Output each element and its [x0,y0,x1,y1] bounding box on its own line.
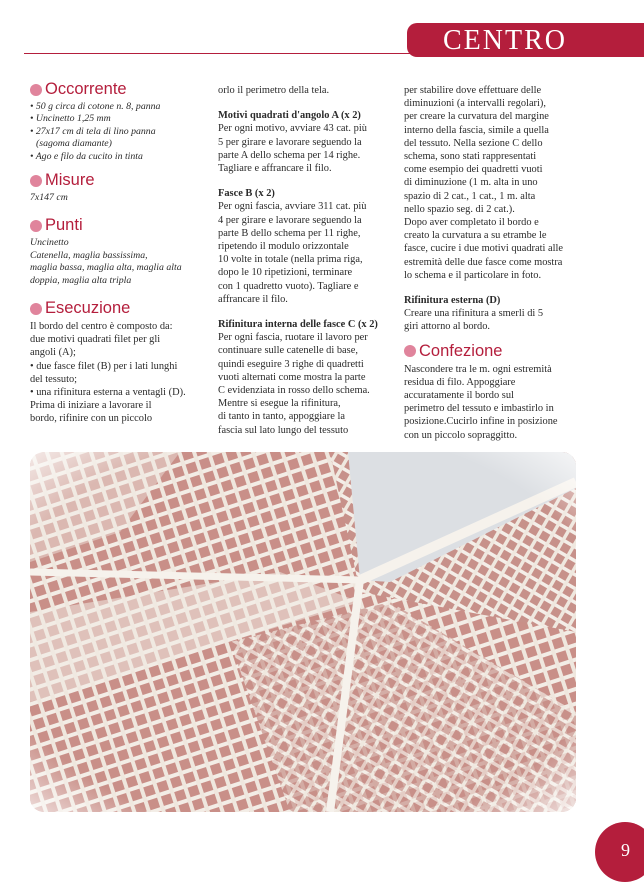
text-line: Creare una rifinitura a smerli di 5 [404,308,544,320]
rifinitura-esterna-heading: Rifinitura esterna (D) [404,295,501,307]
crochet-lace-photo [30,452,576,812]
text-line: per creare la curvatura del margine [404,111,549,123]
text-line: spazio di 2 cat., 1 cat., 1 m. alta [404,190,536,202]
occorrente-list [30,101,210,163]
bullet-dot-icon [30,303,42,315]
column-left [30,80,210,426]
esecuzione-text [30,320,210,426]
text-line: fascia sul lato lungo del tessuto [218,424,349,436]
page-number: 9 [621,840,630,860]
confezione-heading: Confezione [404,342,582,361]
text-line: Mentre si esegue la rifinitura, [218,398,341,410]
text-line: orlo il perimetro della tela. [218,85,330,96]
text-line: continuare sulle catenelle di base, [218,345,358,357]
text-line: dopo le 10 ripetizioni, terminare [218,267,353,279]
occorrente-heading: Occorrente [30,80,210,99]
list-item: • Ago e filo da cucito in tinta [30,150,143,162]
text-line: Per ogni fascia, avviare 311 cat. più [218,201,367,213]
text-line: 4 per girare e lavorare seguendo la [218,214,362,226]
text-line: nello spazio seg. di 2 cat.). [404,203,515,215]
text-line: vuoti alternati come mostra la parte [218,371,366,383]
text-line: Dopo aver completato il bordo e [404,217,539,229]
text-line: del tessuto; [30,373,78,385]
text-line: Il bordo del centro è composto da: [30,321,173,333]
list-item: • Uncinetto 1,25 mm [30,113,111,125]
text-line: Tagliare e affrancare il filo. [218,163,332,175]
list-item: doppia, maglia alta tripla [30,274,132,286]
column-right [404,84,582,442]
text-line: parte B dello schema per 11 righe, [218,227,361,239]
text-line: lo schema e il particolare in foto. [404,269,542,281]
text-line: perimetro del tessuto e imbastirlo in [404,403,554,415]
text-line: 10 volte in totale (nella prima riga, [218,254,363,266]
fasce-heading: Fasce B (x 2) [218,188,275,200]
list-item: (sagoma diamante) [36,138,112,150]
text-line: di tanto in tanto, appoggiare la [218,411,345,423]
text-line: residua di filo. Appoggiare [404,376,516,388]
list-item: • 27x17 cm di tela di lino panna [30,125,156,137]
text-line: parte A dello schema per 14 righe. [218,149,361,161]
text-line: angoli (A); [30,347,76,359]
motivi-heading: Motivi quadrati d'angolo A (x 2) [218,110,361,122]
text-line: • due fasce filet (B) per i lati lunghi [30,360,178,372]
text-line: • una rifinitura esterna a ventagli (D). [30,387,186,399]
text-line: quindi eseguire 3 righe di quadretti [218,358,364,370]
text-line: accuratamente il bordo sul [404,390,514,402]
text-line: diminuzioni (a intervalli regolari), [404,98,546,110]
text-line: due motivi quadrati filet per gli [30,334,161,346]
section-title: CENTRO [443,25,567,56]
text-line: bordo, rifinire con un piccolo [30,413,153,425]
crochet-lace-illustration [30,452,576,812]
section-title-banner [407,23,644,57]
bullet-dot-icon [30,220,42,232]
text-line: per stabilire dove effettuare delle [404,85,542,96]
list-item: maglia bassa, maglia alta, maglia alta [30,262,182,274]
bullet-dot-icon [404,345,416,357]
rifinitura-interna-heading: Rifinitura interna delle fasce C (x 2) [218,319,378,331]
text-line: interno della fascia, simile a quella [404,124,549,136]
text-line: ripetendo il modulo orizzontale [218,241,349,253]
list-item: • 50 g circa di cotone n. 8, panna [30,101,161,112]
text-line: Nascondere tra le m. ogni estremità [404,363,552,375]
text-line: 5 per girare e lavorare seguendo la [218,136,362,148]
text-line: giri attorno al bordo. [404,321,490,333]
text-line: posizione.Cucirlo infine in posizione [404,416,558,428]
text-line: con 1 quadretto vuoto). Tagliare e [218,280,359,292]
text-line: fasce, cucire i due motivi quadrati alle [404,243,563,255]
text-line: del tessuto. Nella sezione C dello [404,137,543,149]
text-line: schema, sono stati rappresentati [404,151,537,163]
punti-list [30,237,210,287]
misure-heading: Misure [30,171,210,190]
text-line: con un piccolo sopraggitto. [404,429,518,441]
text-line: estremità delle due fasce come mostra [404,256,563,268]
column-middle [218,84,390,437]
bullet-dot-icon [30,175,42,187]
bullet-dot-icon [30,84,42,96]
text-line: affrancare il filo. [218,293,288,305]
text-line: Per ogni motivo, avviare 43 cat. più [218,123,367,135]
punti-subtitle: Uncinetto [30,237,69,249]
text-line: Per ogni fascia, ruotare il lavoro per [218,332,368,344]
text-line: come esempio dei quadretti vuoti [404,164,543,176]
punti-heading: Punti [30,216,210,235]
esecuzione-heading: Esecuzione [30,299,210,318]
misure-value: 7x147 cm [30,192,68,204]
text-line: creato la curvatura a su etrambe le [404,230,547,242]
text-line: Prima di iniziare a lavorare il [30,400,152,412]
page-number-badge [595,822,644,882]
text-line: C evidenziata in rosso dello schema. [218,385,370,397]
list-item: Catenella, maglia bassissima, [30,249,148,261]
text-line: di diminuzione (1 m. alta in uno [404,177,538,189]
